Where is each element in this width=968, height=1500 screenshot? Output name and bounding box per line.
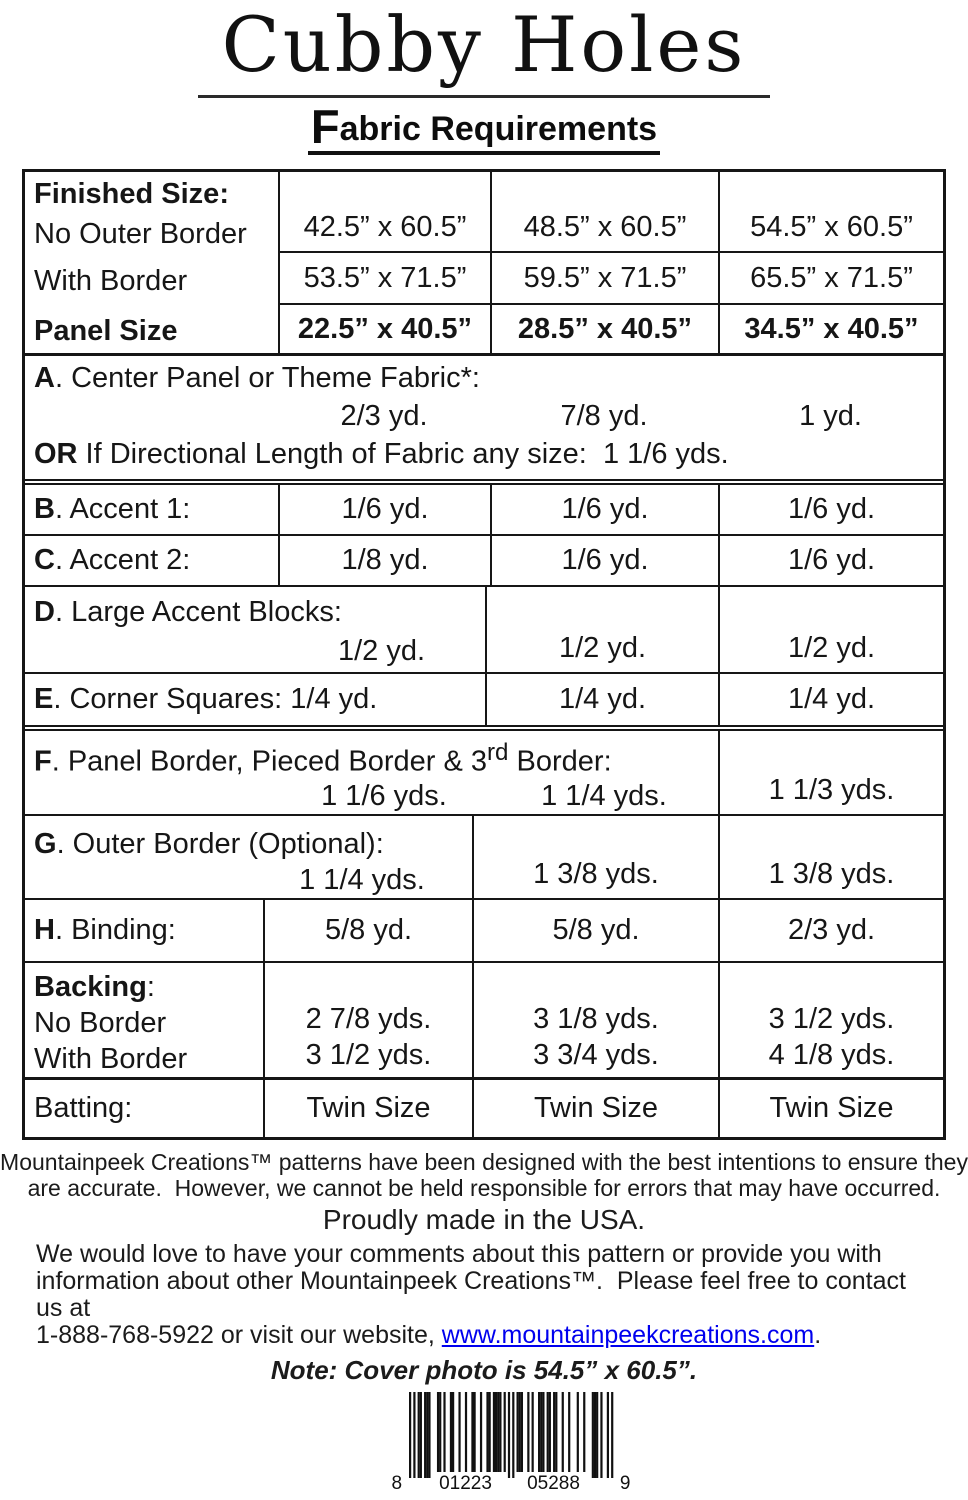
table-row-b-accent1	[25, 479, 943, 534]
contact-line3-period: .	[814, 1320, 822, 1349]
row-label: . Large Accent Blocks:	[54, 596, 342, 629]
size-cell: 42.5” x 60.5”	[278, 172, 490, 253]
cover-photo-note: Note: Cover photo is 54.5” x 60.5”.	[270, 1354, 698, 1385]
backing-colon: :	[146, 970, 155, 1003]
row-c-value: 1/6 yd.	[490, 536, 718, 585]
barcode-digit-left: 8	[391, 1472, 403, 1494]
panel-size-cell: 22.5” x 40.5”	[278, 305, 490, 353]
row-label: . Accent 2:	[54, 544, 191, 577]
batting-value: Twin Size	[263, 1080, 472, 1137]
row-h-value: 5/8 yd.	[472, 900, 718, 961]
disclaimer-line1: Mountainpeek Creations™ patterns have been designed with the best intentions to ensure they	[0, 1148, 968, 1175]
header-label-cell	[25, 172, 278, 353]
row-f-value: 1 1/4 yds.	[541, 779, 667, 812]
row-label: . Center Panel or Theme Fabric*:	[54, 362, 480, 395]
backing-value: 3 3/4 yds.	[533, 1038, 659, 1071]
size-cell: 59.5” x 71.5”	[490, 253, 718, 305]
row-a-value: 1 yd.	[799, 400, 862, 433]
size-cell: 54.5” x 60.5”	[718, 172, 943, 253]
batting-label: Batting:	[34, 1091, 133, 1124]
finished-size-label: Finished Size:	[34, 178, 229, 211]
row-label-superscript: rd	[486, 739, 509, 767]
row-letter: B	[34, 493, 55, 526]
backing-value: 4 1/8 yds.	[768, 1038, 895, 1071]
row-label: . Binding:	[54, 913, 176, 946]
disclaimer-line2: are accurate. However, we cannot be held responsible for errors that may have occurred.	[27, 1174, 941, 1201]
row-f-value: 1 1/3 yds.	[718, 731, 943, 814]
row-e-value: 1/4 yd.	[718, 674, 943, 725]
row-d-value: 1/2 yd.	[718, 587, 943, 672]
table-row-a-center-panel	[25, 353, 943, 479]
table-row-c-accent2	[25, 534, 943, 585]
page-title: Cubby Holes	[198, 2, 771, 98]
backing-value: 2 7/8 yds.	[305, 1002, 432, 1035]
row-f-value: 1 1/6 yds.	[321, 779, 447, 812]
or-keyword: OR	[34, 438, 78, 471]
heading-rest: abric Requirements	[339, 110, 658, 149]
fabric-requirements-table	[22, 169, 946, 1140]
row-label: . Corner Squares: 1/4 yd.	[53, 683, 378, 716]
row-letter: E	[34, 683, 54, 716]
row-label: . Outer Border (Optional):	[56, 827, 384, 860]
contact-line3	[36, 1322, 938, 1349]
website-link[interactable]: www.mountainpeekcreations.com	[441, 1320, 815, 1349]
upc-barcode	[391, 1392, 631, 1496]
row-g-value: 1 3/8 yds.	[472, 816, 718, 898]
barcode-digit-right: 9	[619, 1472, 631, 1494]
size-cell: 53.5” x 71.5”	[278, 253, 490, 305]
with-border-label: With Border	[34, 265, 188, 298]
or-text: If Directional Length of Fabric any size: 1 1/6 yds.	[77, 438, 729, 471]
barcode-bars	[409, 1392, 614, 1480]
row-g-value: 1 1/4 yds.	[299, 863, 425, 896]
panel-size-cell: 28.5” x 40.5”	[490, 305, 718, 353]
row-letter: H	[34, 913, 55, 946]
row-h-value: 2/3 yd.	[718, 900, 943, 961]
backing-label: Backing	[34, 970, 147, 1003]
row-c-value: 1/6 yd.	[718, 536, 943, 585]
table-row-backing	[25, 961, 943, 1077]
row-label: Border:	[508, 745, 612, 778]
contact-line2: information about other Mountainpeek Creations™. Please feel free to contact us at	[36, 1266, 913, 1322]
backing-value: 3 1/8 yds.	[533, 1002, 659, 1035]
table-header-sizes	[25, 172, 943, 353]
row-letter: C	[34, 544, 55, 577]
contact-line1: We would love to have your comments about this pattern or provide you with	[36, 1239, 882, 1268]
row-letter: G	[34, 827, 57, 860]
batting-value: Twin Size	[472, 1080, 718, 1137]
backing-with-border-label: With Border	[34, 1042, 188, 1075]
panel-size-cell: 34.5” x 40.5”	[718, 305, 943, 353]
row-b-value: 1/6 yd.	[718, 485, 943, 534]
row-a-value: 2/3 yd.	[340, 400, 428, 433]
row-b-value: 1/6 yd.	[278, 485, 490, 534]
batting-value: Twin Size	[718, 1080, 943, 1137]
backing-value: 3 1/2 yds.	[305, 1038, 432, 1071]
barcode-section	[0, 1392, 968, 1496]
row-a-value: 7/8 yd.	[560, 400, 648, 433]
size-cell: 65.5” x 71.5”	[718, 253, 943, 305]
row-e-value: 1/4 yd.	[485, 674, 718, 725]
made-in-usa-text: Proudly made in the USA.	[322, 1203, 646, 1235]
row-d-value: 1/2 yd.	[485, 587, 718, 672]
panel-size-label: Panel Size	[34, 315, 178, 348]
row-c-value: 1/8 yd.	[278, 536, 490, 585]
row-letter: A	[34, 362, 55, 395]
size-cell: 48.5” x 60.5”	[490, 172, 718, 253]
backing-no-border-label: No Border	[34, 1006, 167, 1039]
table-row-f-panel-border	[25, 725, 943, 814]
barcode-digit-group2: 05288	[527, 1472, 580, 1494]
no-outer-border-label: No Outer Border	[34, 218, 247, 251]
row-letter: F	[34, 745, 52, 778]
row-label: . Panel Border, Pieced Border & 3	[51, 745, 487, 778]
table-row-d-large-accent-blocks	[25, 585, 943, 672]
section-heading	[308, 100, 660, 155]
table-row-batting	[25, 1077, 943, 1137]
row-b-value: 1/6 yd.	[490, 485, 718, 534]
backing-value: 3 1/2 yds.	[768, 1002, 895, 1035]
heading-big-letter: F	[310, 100, 340, 154]
row-letter: D	[34, 596, 55, 629]
phone-number-text: 1-888-768-5922 or visit our website,	[36, 1320, 442, 1349]
table-row-e-corner-squares	[25, 672, 943, 725]
table-row-g-outer-border	[25, 814, 943, 898]
table-row-h-binding	[25, 898, 943, 961]
contact-block	[36, 1241, 938, 1349]
row-label: . Accent 1:	[54, 493, 191, 526]
row-g-value: 1 3/8 yds.	[718, 816, 943, 898]
row-d-value: 1/2 yd.	[337, 635, 426, 668]
barcode-digit-group1: 01223	[439, 1472, 492, 1494]
row-h-value: 5/8 yd.	[263, 900, 472, 961]
disclaimer	[0, 1149, 968, 1201]
